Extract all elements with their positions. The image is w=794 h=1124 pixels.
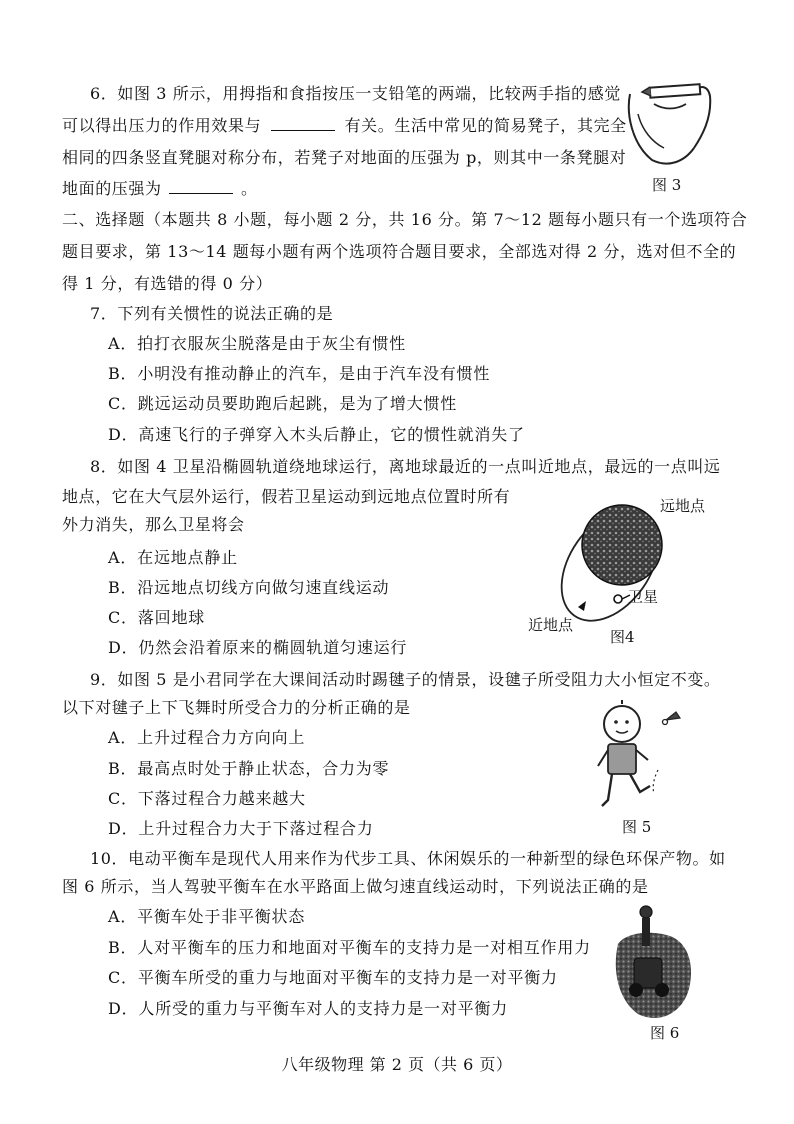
q8-line-2: 地点，它在大气层外运行，假若卫星运动到远地点位置时所有	[62, 487, 511, 506]
q7-option-b[interactable]: B．小明没有推动静止的汽车，是由于汽车没有惯性	[108, 364, 491, 383]
figure-3-caption: 图 3	[652, 176, 682, 194]
figure-3-pencil-fingers	[624, 74, 724, 170]
figure-4-label-perigee: 近地点	[528, 616, 574, 634]
figure-4-label-satellite: 卫星	[628, 588, 659, 606]
figure-6-balance-scooter	[612, 900, 694, 1024]
figure-4-satellite-orbit	[560, 495, 670, 630]
page-footer: 八年级物理 第 2 页（共 6 页）	[281, 1055, 513, 1074]
q10-line-2: 图 6 所示，当人驾驶平衡车在水平路面上做匀速直线运动时，下列说法正确的是	[62, 877, 649, 896]
q10-option-a[interactable]: A．平衡车处于非平衡状态	[108, 907, 306, 926]
q6-line-2	[62, 115, 627, 137]
figure-5-shuttlecock-kicker	[594, 700, 694, 818]
q9-option-b[interactable]: B．最高点时处于静止状态，合力为零	[108, 759, 390, 778]
q6-answer-blank-1[interactable]	[271, 116, 335, 131]
q6-line-3: 相同的四条竖直凳腿对称分布，若凳子对地面的压强为 p，则其中一条凳腿对	[62, 148, 627, 167]
q7-option-a[interactable]: A．拍打衣服灰尘脱落是由于灰尘有惯性	[108, 334, 406, 353]
q10-option-c[interactable]: C．平衡车所受的重力与地面对平衡车的支持力是一对平衡力	[108, 968, 558, 987]
q6-line-2-end: 有关。生活中常见的简易凳子，其完全	[344, 116, 627, 135]
figure-4-caption: 图4	[610, 628, 635, 646]
q8-line-1: 8．如图 4 卫星沿椭圆轨道绕地球运行，离地球最近的一点叫近地点，最远的一点叫远	[90, 457, 721, 476]
q6-answer-blank-2[interactable]	[169, 179, 233, 194]
q6-line-4-end: 。	[240, 179, 258, 198]
q9-option-c[interactable]: C．下落过程合力越来越大	[108, 789, 306, 808]
q7-stem: 7．下列有关惯性的说法正确的是	[90, 304, 334, 323]
q8-option-a[interactable]: A．在远地点静止	[108, 548, 238, 567]
q8-option-b[interactable]: B．沿远地点切线方向做匀速直线运动	[108, 578, 390, 597]
q8-option-c[interactable]: C．落回地球	[108, 608, 206, 627]
q8-option-d[interactable]: D．仍然会沿着原来的椭圆轨道匀速运行	[108, 638, 408, 657]
q8-line-3: 外力消失，那么卫星将会	[62, 515, 245, 534]
q6-line-1: 6．如图 3 所示，用拇指和食指按压一支铅笔的两端，比较两手指的感觉	[90, 84, 621, 103]
q10-line-1: 10．电动平衡车是现代人用来作为代步工具、休闲娱乐的一种新型的绿色环保产物。如	[90, 849, 726, 868]
figure-6-caption: 图 6	[650, 1024, 680, 1042]
q10-option-b[interactable]: B．人对平衡车的压力和地面对平衡车的支持力是一对相互作用力	[108, 938, 591, 957]
figure-4-label-apogee: 远地点	[660, 497, 706, 515]
section-2-heading-line-1: 二、选择题（本题共 8 小题，每小题 2 分，共 16 分。第 7～12 题每小题只有一个选项符合	[62, 210, 748, 229]
q10-option-d[interactable]: D．人所受的重力与平衡车对人的支持力是一对平衡力	[108, 999, 509, 1018]
q7-option-d[interactable]: D．高速飞行的子弹穿入木头后静止，它的惯性就消失了	[108, 425, 525, 444]
q6-line-4	[62, 178, 258, 200]
section-2-heading-line-3: 得 1 分，有选错的得 0 分）	[62, 274, 273, 293]
q6-line-2-start: 可以得出压力的作用效果与	[62, 116, 262, 135]
q9-line-2: 以下对毽子上下飞舞时所受合力的分析正确的是	[62, 698, 411, 717]
q9-option-a[interactable]: A．上升过程合力方向向上	[108, 728, 306, 747]
q7-option-c[interactable]: C．跳远运动员要助跑后起跳，是为了增大惯性	[108, 394, 458, 413]
section-2-heading-line-2: 题目要求，第 13～14 题每小题有两个选项符合题目要求，全部选对得 2 分，选对但不全的	[62, 242, 737, 261]
q9-line-1: 9．如图 5 是小君同学在大课间活动时踢毽子的情景，设毽子所受阻力大小恒定不变。	[90, 670, 721, 689]
figure-5-caption: 图 5	[622, 818, 652, 836]
q6-line-4-start: 地面的压强为	[62, 179, 162, 198]
q9-option-d[interactable]: D．上升过程合力大于下落过程合力	[108, 819, 374, 838]
